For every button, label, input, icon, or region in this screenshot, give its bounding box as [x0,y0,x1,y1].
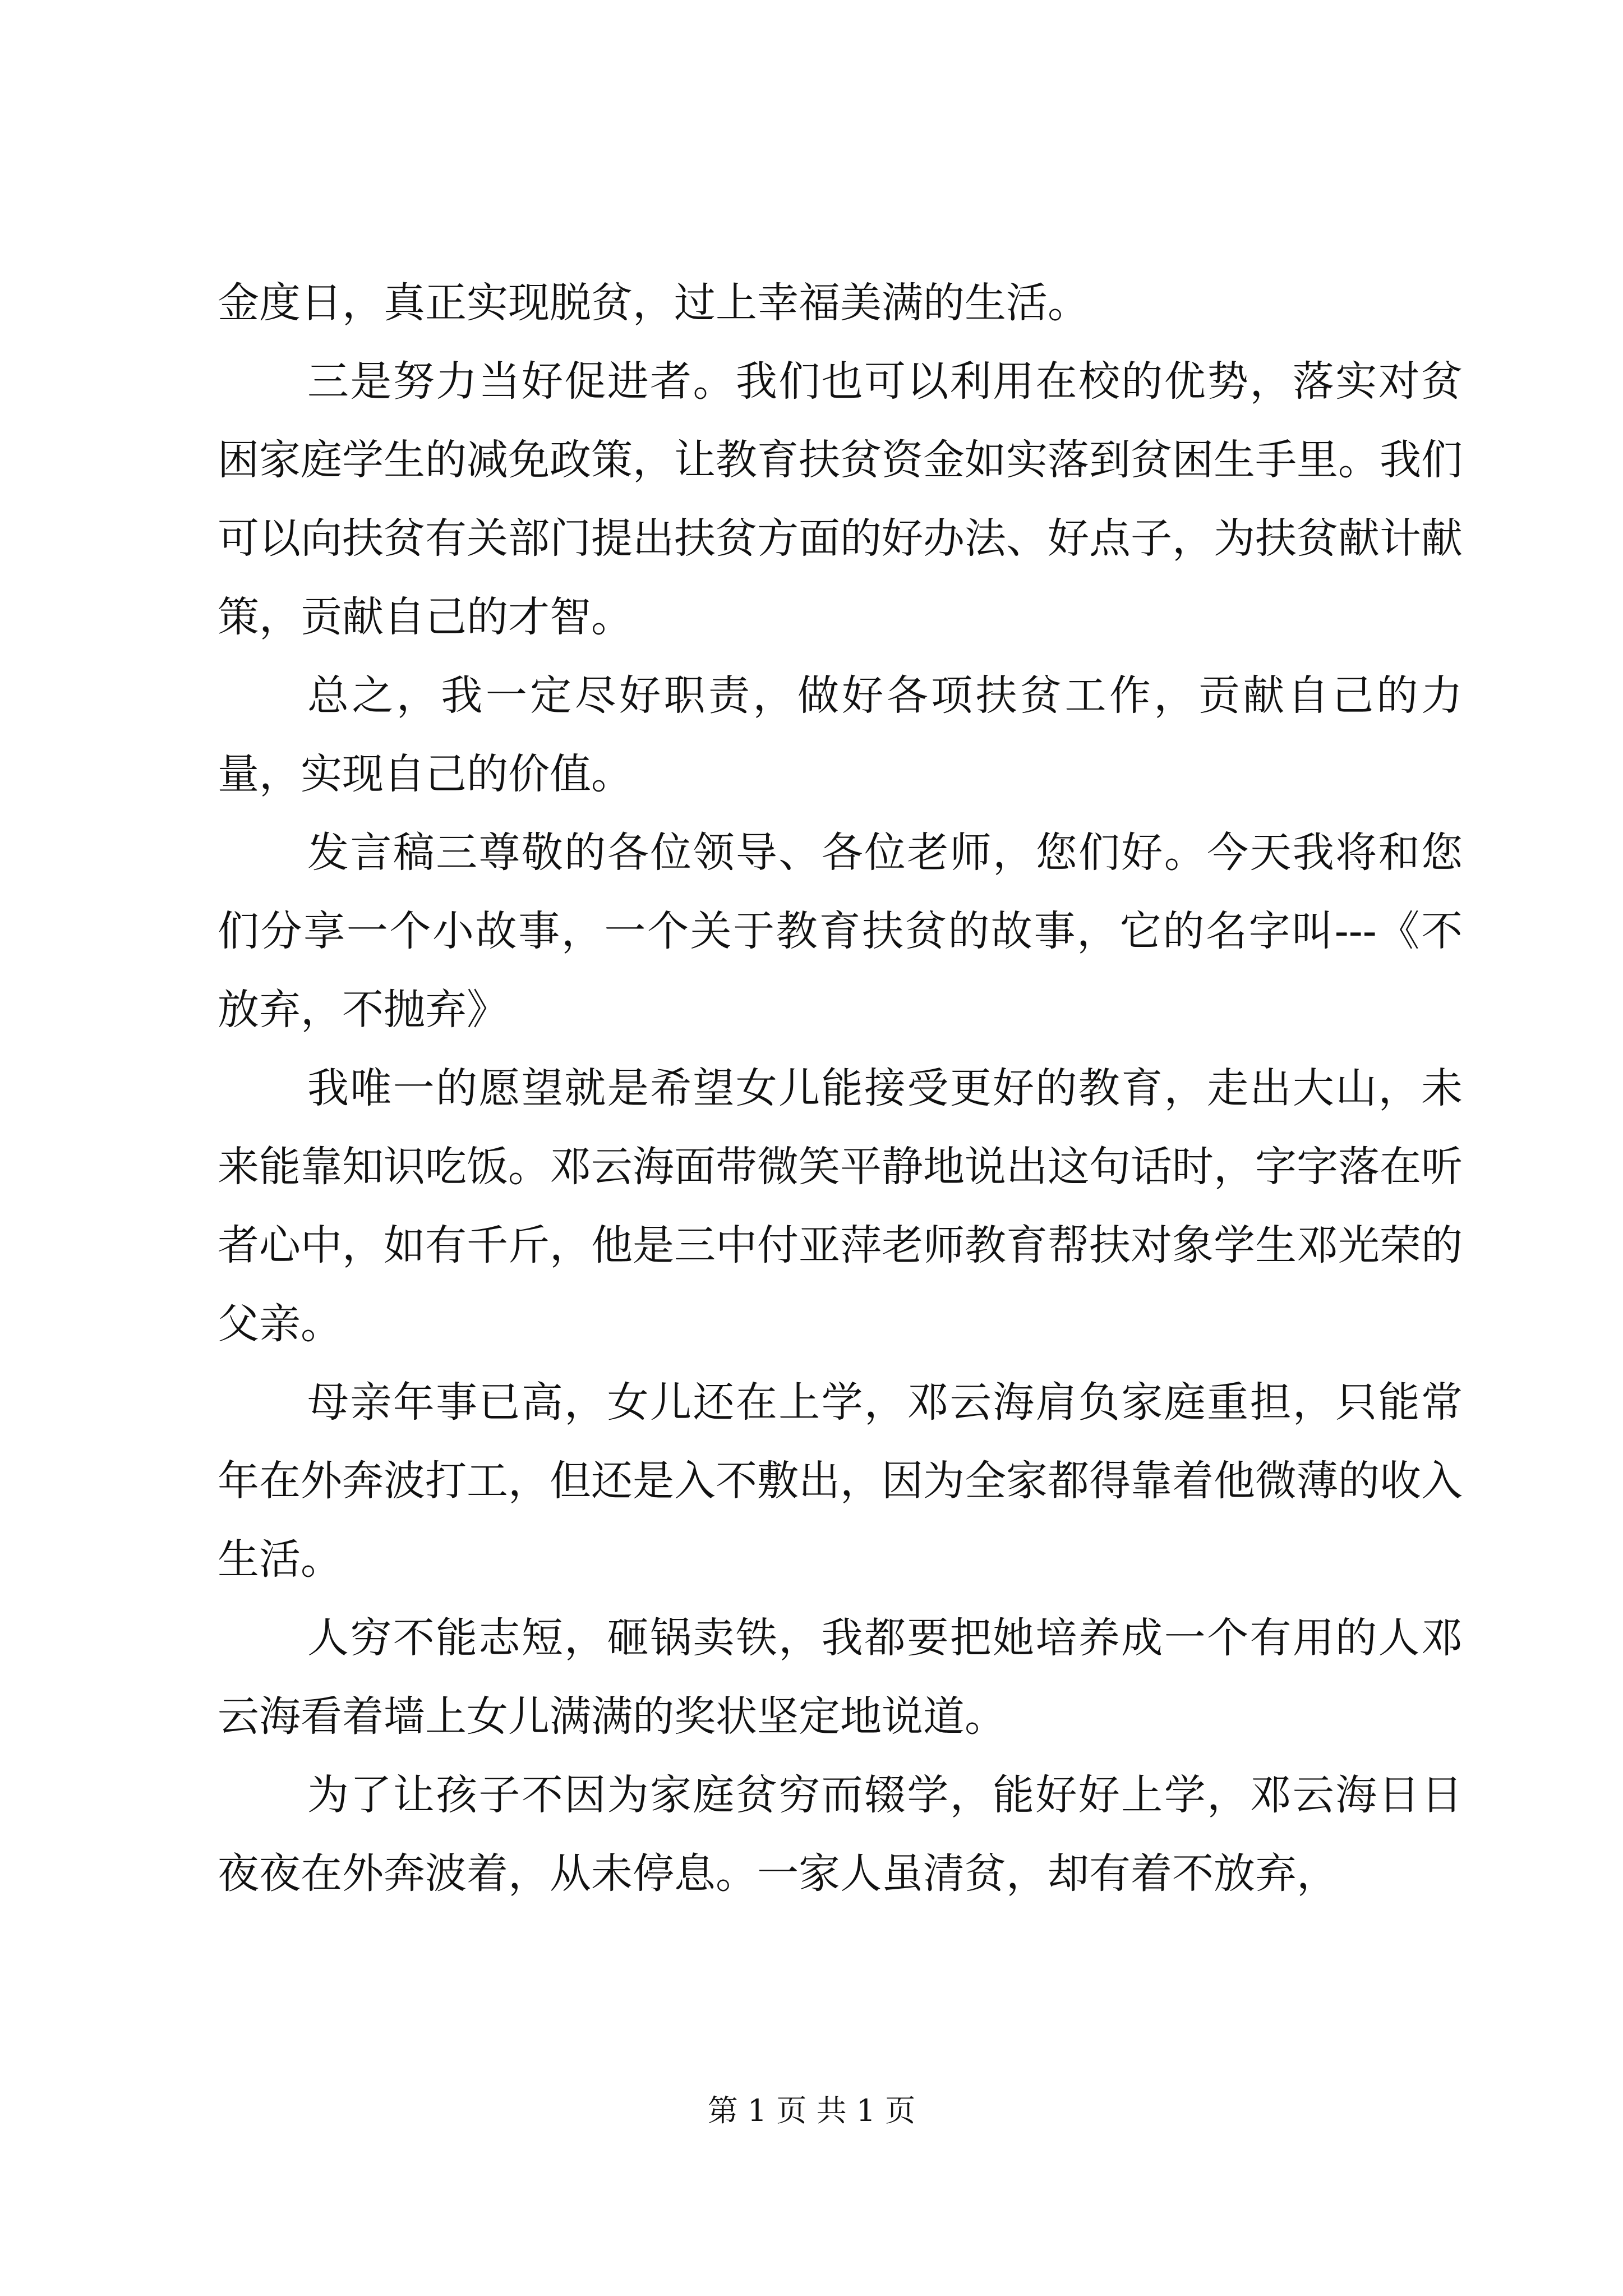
document-body [218,264,1463,1913]
paragraph: 母亲年事已高，女儿还在上学，邓云海肩负家庭重担，只能常年在外奔波打工，但还是入不敷出，因为全家都得靠着他微薄的收入生活。 [218,1378,1463,1584]
paragraph: 人穷不能志短，砸锅卖铁，我都要把她培养成一个有用的人邓云海看着墙上女儿满满的奖状坚定地说道。 [218,1614,1463,1741]
paragraph: 三是努力当好促进者。我们也可以利用在校的优势，落实对贫困家庭学生的减免政策，让教育扶贫资金如实落到贫困生手里。我们可以向扶贫有关部门提出扶贫方面的好办法、好点子，为扶贫献计献策，贡献自己的才智。 [218,357,1463,641]
paragraph: 我唯一的愿望就是希望女儿能接受更好的教育，走出大山，未来能靠知识吃饭。邓云海面带微笑平静地说出这句话时，字字落在听者心中，如有千斤，他是三中付亚萍老师教育帮扶对象学生邓光荣的父亲。 [218,1064,1463,1348]
paragraph: 发言稿三尊敬的各位领导、各位老师，您们好。今天我将和您们分享一个小故事，一个关于教育扶贫的故事，它的名字叫---《不放弃，不抛弃》 [218,829,1463,1034]
page-footer: 第 1 页 共 1 页 [707,2093,916,2128]
paragraph: 金度日，真正实现脱贫，过上幸福美满的生活。 [218,279,1089,327]
paragraph: 为了让孩子不因为家庭贫穷而辍学，能好好上学，邓云海日日夜夜在外奔波着，从未停息。一家人虽清贫，却有着不放弃， [218,1771,1463,1898]
paragraph: 总之，我一定尽好职责，做好各项扶贫工作，贡献自己的力量，实现自己的价值。 [218,671,1463,798]
